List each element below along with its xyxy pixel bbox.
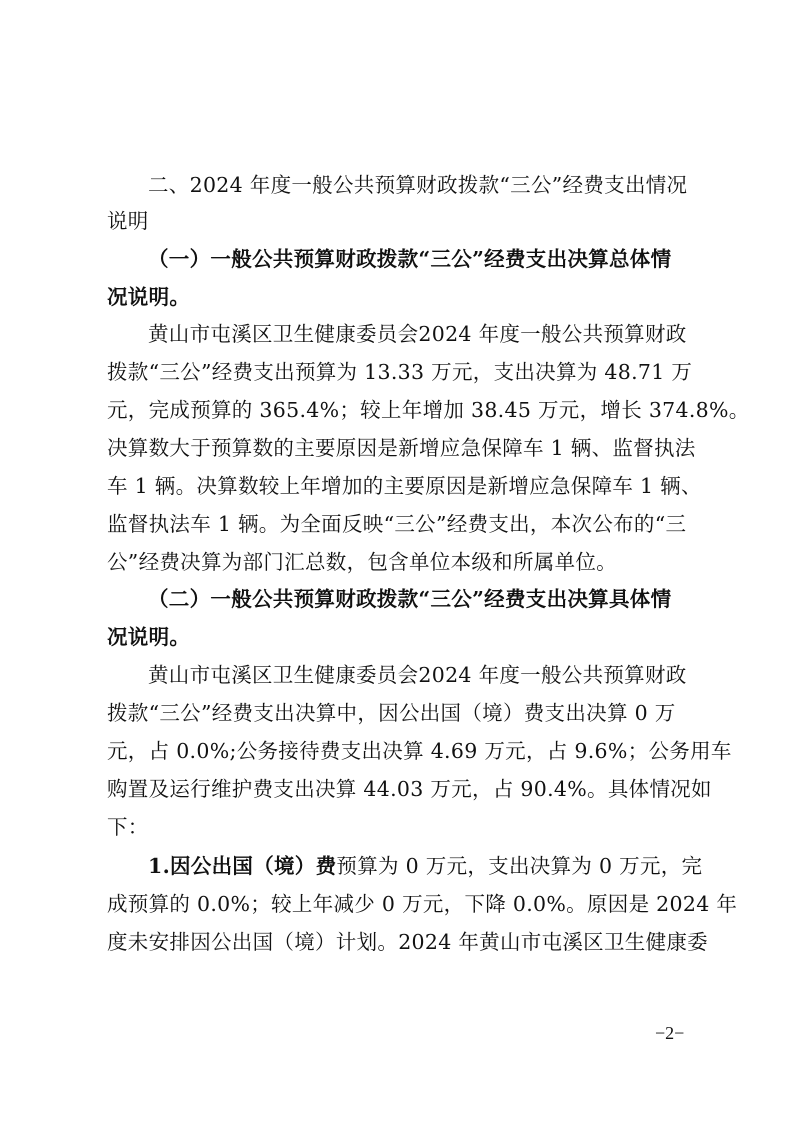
paragraph-2-line-2: 拨款“三公”经费支出决算中，因公出国（境）费支出决算 0 万 [107, 701, 676, 725]
paragraph-1-line-7: 公”经费决算为部门汇总数，包含单位本级和所属单位。 [107, 550, 617, 574]
paragraph-2-line-3: 元，占 0.0%;公务接待费支出决算 4.69 万元，占 9.6%；公务用车 [107, 739, 732, 763]
paragraph-2-line-5: 下： [107, 815, 149, 839]
item-1-line-1-rest: 预算为 0 万元，支出决算为 0 万元，完 [336, 854, 703, 878]
item-1-line-2: 成预算的 0.0%；较上年减少 0 万元，下降 0.0%。原因是 2024 年 [107, 892, 738, 916]
item-1-line-1 [148, 853, 702, 879]
item-1-label: 1.因公出国（境）费 [148, 854, 337, 878]
paragraph-1-line-3: 元，完成预算的 365.4%；较上年增加 38.45 万元，增长 374.8%。 [107, 398, 750, 422]
section-title-line-2: 说明 [107, 209, 149, 233]
page-number: −2− [655, 1023, 685, 1043]
subsection-2-heading-line-1: （二）一般公共预算财政拨款“三公”经费支出决算具体情 [148, 587, 672, 611]
paragraph-1-line-2: 拨款“三公”经费支出预算为 13.33 万元，支出决算为 48.71 万 [107, 360, 693, 384]
paragraph-2-line-4: 购置及运行维护费支出决算 44.03 万元，占 90.4%。具体情况如 [107, 777, 712, 801]
section-title-line-1: 二、2024 年度一般公共预算财政拨款“三公”经费支出情况 [148, 173, 688, 197]
paragraph-1-line-4: 决算数大于预算数的主要原因是新增应急保障车 1 辆、监督执法 [107, 436, 696, 460]
paragraph-1-line-6: 监督执法车 1 辆。为全面反映“三公”经费支出，本次公布的“三 [107, 512, 687, 536]
paragraph-2-line-1: 黄山市屯溪区卫生健康委员会2024 年度一般公共预算财政 [148, 663, 687, 687]
subsection-1-heading-line-2: 况说明。 [107, 285, 191, 309]
paragraph-1-line-5: 车 1 辆。决算数较上年增加的主要原因是新增应急保障车 1 辆、 [107, 474, 702, 498]
subsection-1-heading-line-1: （一）一般公共预算财政拨款“三公”经费支出决算总体情 [148, 247, 672, 271]
item-1-line-3: 度未安排因公出国（境）计划。2024 年黄山市屯溪区卫生健康委 [107, 930, 708, 954]
subsection-2-heading-line-2: 况说明。 [107, 625, 191, 649]
paragraph-1-line-1: 黄山市屯溪区卫生健康委员会2024 年度一般公共预算财政 [148, 322, 687, 346]
